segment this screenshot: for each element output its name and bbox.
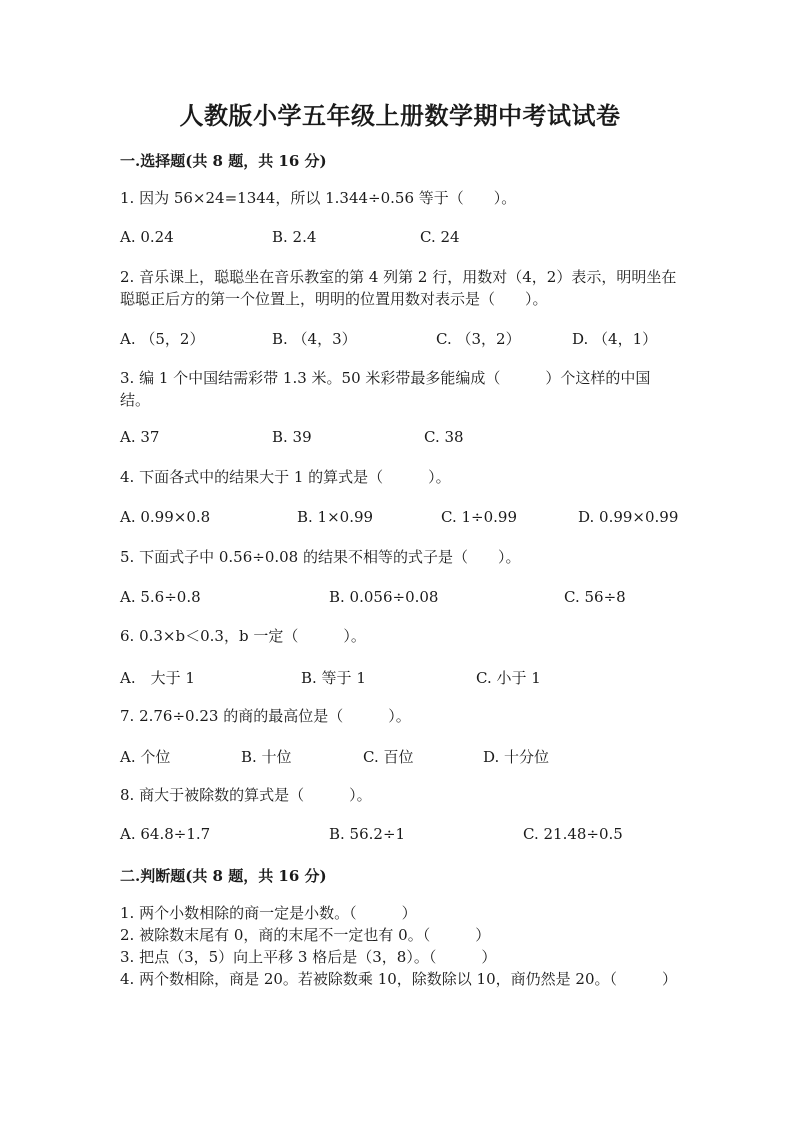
option-b: B. 56.2÷1 xyxy=(329,825,406,843)
judgement-item: 1. 两个小数相除的商一定是小数。（ ） xyxy=(120,904,417,922)
question-text: 7. 2.76÷0.23 的商的最高位是（ ）。 xyxy=(120,707,411,725)
judgement-item: 4. 两个数相除，商是 20。若被除数乘 10，除数除以 10，商仍然是 20。（ ） xyxy=(120,970,678,988)
question-text: 6. 0.3×b＜0.3，b 一定（ ）。 xyxy=(120,627,366,645)
option-b: B. （4，3） xyxy=(272,330,357,348)
question-text: 3. 编 1 个中国结需彩带 1.3 米。50 米彩带最多能编成（ ）个这样的中国结。 xyxy=(120,369,651,409)
option-a: A. 37 xyxy=(120,428,160,446)
option-b: B. 2.4 xyxy=(272,228,317,246)
option-a: A. 0.24 xyxy=(120,228,174,246)
option-a: A. 大于 1 xyxy=(120,669,195,687)
option-c: C. 1÷0.99 xyxy=(441,508,517,526)
option-c: C. 24 xyxy=(420,228,460,246)
option-b: B. 等于 1 xyxy=(301,669,366,687)
page-title: 人教版小学五年级上册数学期中考试试卷 xyxy=(179,101,621,130)
option-b: B. 十位 xyxy=(241,748,292,766)
option-a: A. 0.99×0.8 xyxy=(120,508,211,526)
option-c: C. （3，2） xyxy=(436,330,521,348)
option-d: D. （4，1） xyxy=(572,330,658,348)
option-d: D. 十分位 xyxy=(483,748,550,766)
option-d: D. 0.99×0.99 xyxy=(578,508,679,526)
option-a: A. 5.6÷0.8 xyxy=(120,588,201,606)
section-heading-judgement: 二.判断题(共 8 题，共 16 分) xyxy=(120,867,327,885)
option-c: C. 百位 xyxy=(363,748,414,766)
option-c: C. 小于 1 xyxy=(476,669,541,687)
question-text: 2. 音乐课上，聪聪坐在音乐教室的第 4 列第 2 行，用数对（4，2）表示，明明坐在聪聪正后方的第一个位置上，明明的位置用数对表示是（ ）。 xyxy=(120,268,677,308)
judgement-item: 2. 被除数末尾有 0，商的末尾不一定也有 0。（ ） xyxy=(120,926,491,944)
question-text: 5. 下面式子中 0.56÷0.08 的结果不相等的式子是（ ）。 xyxy=(120,548,521,566)
option-b: B. 1×0.99 xyxy=(297,508,374,526)
option-c: C. 21.48÷0.5 xyxy=(523,825,623,843)
option-a: A. 64.8÷1.7 xyxy=(120,825,211,843)
judgement-item: 3. 把点（3，5）向上平移 3 格后是（3，8）。（ ） xyxy=(120,948,497,966)
option-b: B. 39 xyxy=(272,428,312,446)
option-a: A. （5，2） xyxy=(120,330,205,348)
section-heading-choice: 一.选择题(共 8 题，共 16 分) xyxy=(120,152,327,170)
option-b: B. 0.056÷0.08 xyxy=(329,588,439,606)
option-c: C. 38 xyxy=(424,428,464,446)
option-c: C. 56÷8 xyxy=(564,588,626,606)
question-text: 4. 下面各式中的结果大于 1 的算式是（ ）。 xyxy=(120,468,451,486)
question-text: 8. 商大于被除数的算式是（ ）。 xyxy=(120,786,372,804)
option-a: A. 个位 xyxy=(120,748,171,766)
question-text: 1. 因为 56×24=1344，所以 1.344÷0.56 等于（ ）。 xyxy=(120,189,517,207)
